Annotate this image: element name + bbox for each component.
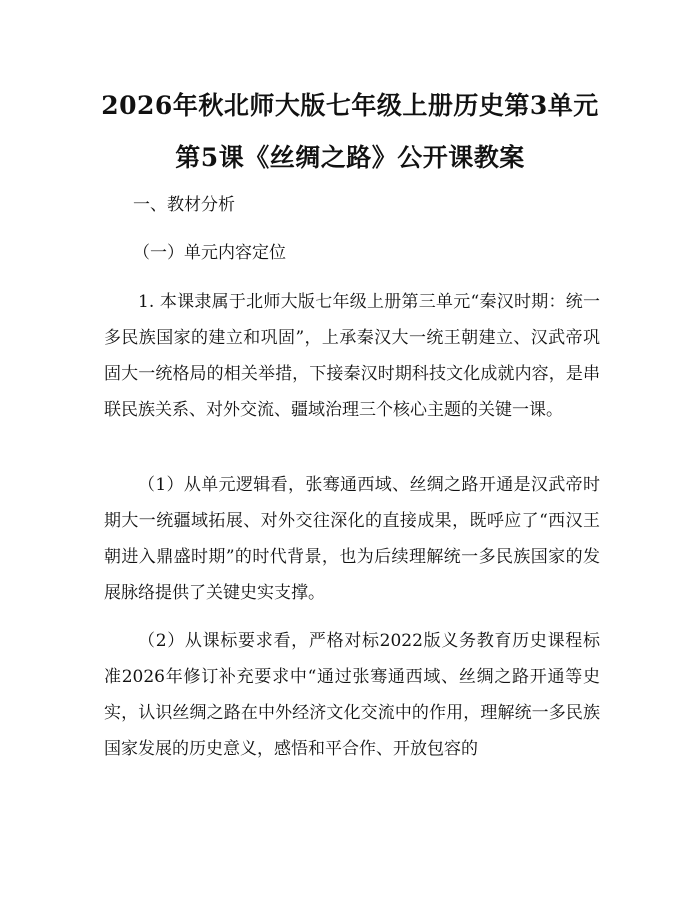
document-title-line-1: 2026年秋北师大版七年级上册历史第3单元	[101, 91, 599, 120]
section-heading: 一、教材分析	[133, 195, 235, 215]
paragraph-curriculum-standard: （2）从课标要求看，严格对标2022版义务教育历史课程标准2026年修订补充要求中“通过张骞通西域、丝绸之路开通等史实，认识丝绸之路在中外经济文化交流中的作用，理解统一多民族国家发展的历史意义，感悟和平合作、开放包容的	[104, 631, 600, 759]
subsection-heading: （一）单元内容定位	[133, 243, 286, 263]
paragraph-unit-position: 1. 本课隶属于北师大版七年级上册第三单元“秦汉时期：统一多民族国家的建立和巩固”，上承秦汉大一统王朝建立、汉武帝巩固大一统格局的相关举措，下接秦汉时期科技文化成就内容，是串联民族关系、对外交流、疆域治理三个核心主题的关键一课。	[104, 292, 600, 420]
paragraph-unit-logic: （1）从单元逻辑看，张骞通西域、丝绸之路开通是汉武帝时期大一统疆域拓展、对外交往深化的直接成果，既呼应了“西汉王朝进入鼎盛时期”的时代背景，也为后续理解统一多民族国家的发展脉络提供了关键史实支撑。	[104, 475, 600, 603]
document-title-line-2: 第5课《丝绸之路》公开课教案	[175, 143, 525, 172]
